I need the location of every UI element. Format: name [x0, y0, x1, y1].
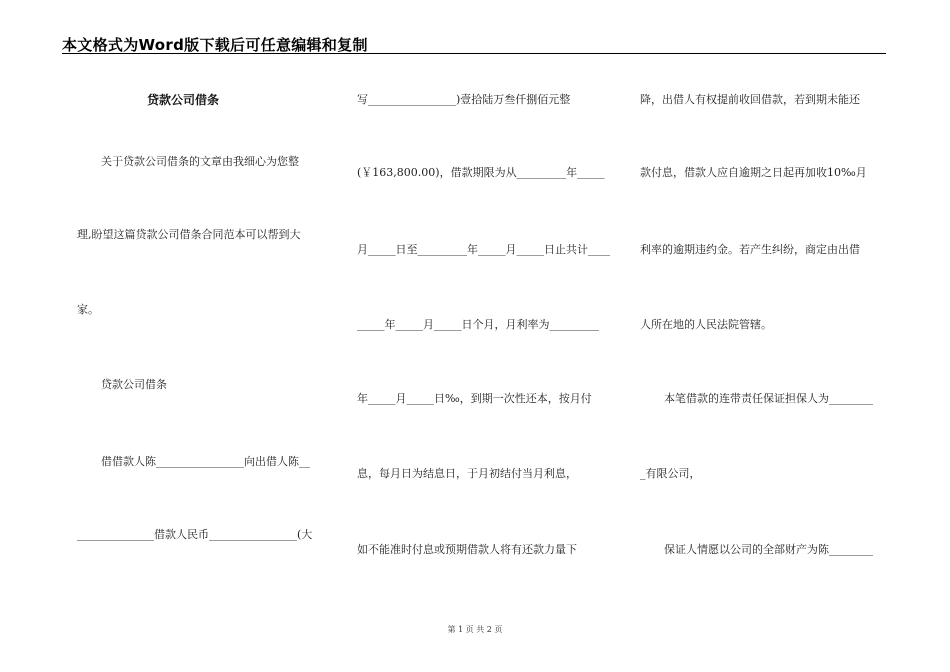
section-heading: 贷款公司借条 [101, 378, 167, 391]
text-line: (￥163,800.00)，借款期限为从_________年_____ [357, 166, 605, 179]
text-line: 如不能准时付息或预期借款人将有还款力量下 [357, 543, 577, 556]
text-line: _有限公司， [640, 467, 701, 480]
text-line: 借借款人陈________________向出借人陈__ [101, 455, 310, 468]
text-line: 写________________)壹拾陆万叁仟捌佰元整 [357, 93, 571, 106]
text-line: 年_____月_____日‰，到期一次性还本，按月付 [357, 392, 592, 405]
text-line: 家。 [77, 303, 99, 316]
text-line: 理,盼望这篇贷款公司借条合同范本可以帮到大 [77, 228, 301, 241]
text-line: 保证人情愿以公司的全部财产为陈________ [664, 543, 873, 556]
text-line: ______________借款人民币________________(大 [77, 528, 313, 541]
text-line: 月_____日至_________年_____月_____日止共计____ [357, 243, 610, 256]
text-line: 息，每月日为结息日，于月初结付当月利息， [357, 467, 577, 480]
text-line: 关于贷款公司借条的文章由我细心为您整 [101, 155, 299, 168]
document-title: 贷款公司借条 [147, 93, 220, 107]
text-line: 款付息，借款人应自逾期之日起再加收10‰月 [640, 166, 867, 179]
text-line: _____年_____月_____日个月，月利率为_________ [357, 318, 599, 331]
document-header: 本文格式为Word版下载后可任意编辑和复制 [62, 36, 368, 54]
header-rule [62, 53, 886, 54]
text-line: 人所在地的人民法院管辖。 [640, 318, 772, 331]
text-line: 降，出借人有权提前收回借款，若到期未能还 [640, 93, 860, 106]
page-number: 第 1 页 共 2 页 [447, 625, 503, 634]
text-line: 本笔借款的连带责任保证担保人为________ [664, 392, 873, 405]
text-line: 利率的逾期违约金。若产生纠纷，商定由出借 [640, 243, 860, 256]
